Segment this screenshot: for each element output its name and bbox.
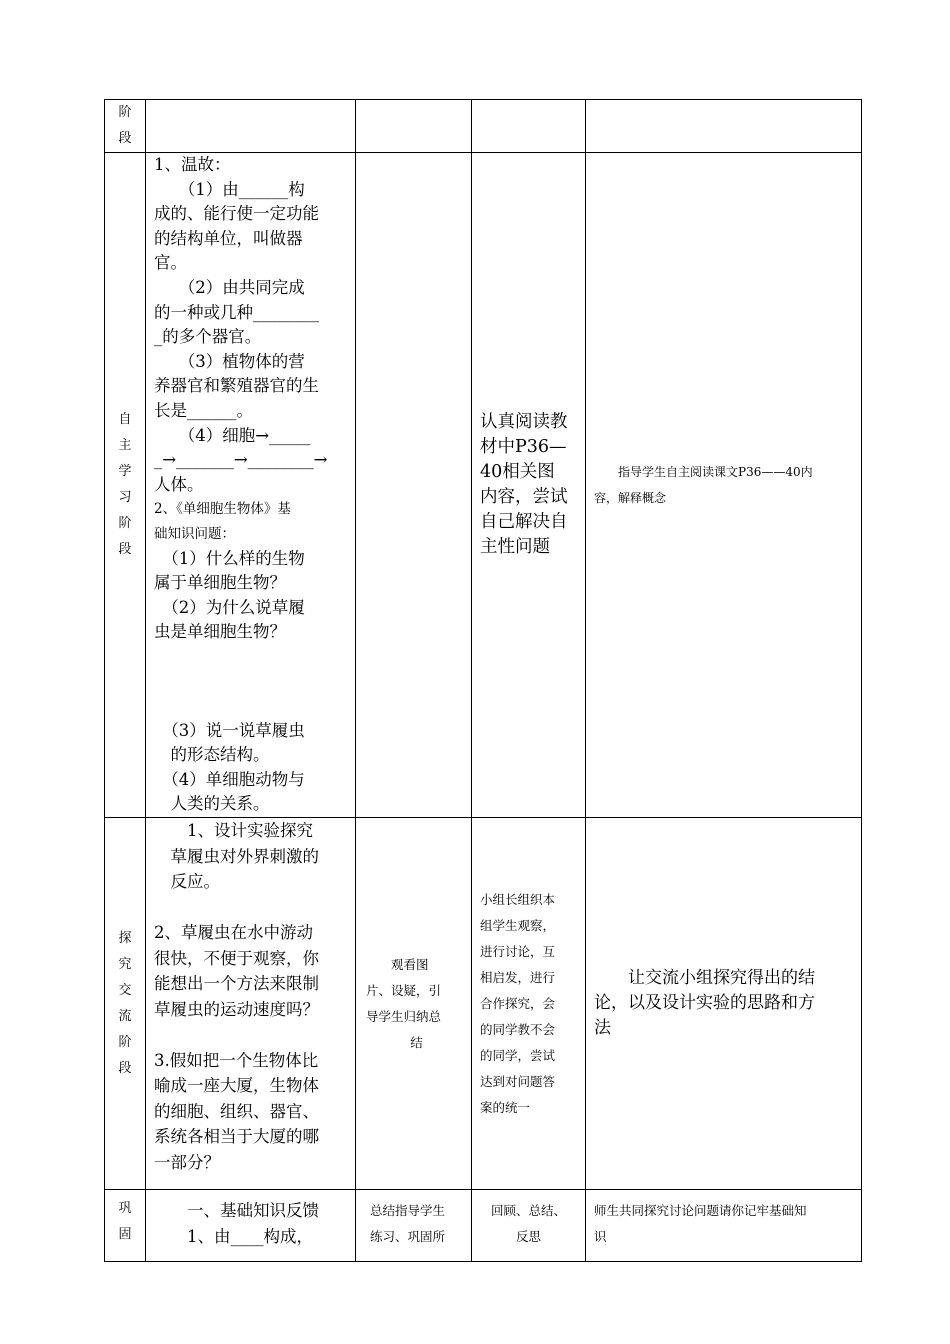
content-line: 让交流小组探究得出的结 [594, 968, 815, 989]
gonggu-stage-cell [105, 1190, 146, 1262]
gonggu-student-cell [472, 1190, 586, 1262]
empty-cell [586, 100, 862, 153]
empty-cell [472, 100, 586, 153]
content-line: （3）说一说草履虫 [154, 720, 305, 740]
content-line: 很快，不便于观察，你 [154, 948, 319, 968]
content-line: 3.假如把一个生物体比 [154, 1050, 319, 1070]
content-line: _的多个器官。 [154, 327, 262, 347]
stage-char: 学 [118, 464, 132, 480]
content-line: 自己解决自 [480, 512, 568, 533]
stage-header-row [105, 100, 862, 153]
stage-char: 阶 [118, 105, 132, 120]
content-line: 反思 [515, 1229, 541, 1245]
tanjiu-teacher-cell [356, 818, 472, 1190]
content-line: 的形态结构。 [154, 745, 270, 765]
empty-cell [146, 100, 356, 153]
zizhu-student-cell [472, 153, 586, 818]
content-line: （3）植物体的营 [154, 351, 305, 371]
content-line: 小组长组织本 [480, 891, 556, 907]
zizhu-row [105, 153, 862, 818]
content-line: （4）细胞→_____ [154, 425, 311, 445]
content-line: 法 [594, 1018, 611, 1039]
content-line: 主性问题 [480, 537, 550, 558]
content-line: 材中P36— [480, 437, 567, 458]
content-line: （1）由______构 [154, 179, 305, 199]
content-line: 一、基础知识反馈 [154, 1201, 319, 1221]
stage-char: 巩 [118, 1201, 132, 1217]
content-line: 2、《单细胞生物体》基 [154, 501, 291, 518]
gonggu-row [105, 1190, 862, 1262]
content-line: 合作探究，会 [480, 995, 556, 1011]
content-line [154, 895, 349, 921]
content-line: 组学生观察， [480, 917, 556, 933]
content-line: 能想出一个方法来限制 [154, 974, 319, 994]
content-line: 官。 [154, 253, 187, 273]
content-line: 草履虫的运动速度吗？ [154, 999, 319, 1019]
content-line: 认真阅读教 [480, 412, 568, 433]
content-line: 结 [410, 1034, 423, 1050]
stage-char: 段 [118, 542, 132, 558]
gonggu-content-cell [146, 1190, 356, 1262]
stage-char: 探 [118, 930, 132, 946]
content-line: 草履虫对外界刺激的 [154, 846, 319, 866]
content-line: 40相关图 [480, 462, 555, 483]
content-line: 观看图 [366, 956, 429, 972]
tanjiu-student-cell [472, 818, 586, 1190]
content-line: 1、设计实验探究 [154, 821, 313, 841]
content-line: 内容，尝试 [480, 487, 568, 508]
content-line: 一部分？ [154, 1152, 220, 1172]
content-line: （2）为什么说草履 [154, 597, 305, 617]
content-line: 容，解释概念 [594, 491, 667, 506]
stage-char: 习 [118, 490, 132, 506]
stage-char: 流 [118, 1008, 132, 1024]
stage-char: 阶 [118, 516, 132, 532]
content-line: 1、温故： [154, 155, 231, 174]
stage-char: 自 [118, 412, 132, 428]
stage-char: 固 [118, 1227, 132, 1243]
content-line: 练习、巩固所 [370, 1229, 446, 1245]
content-line: 反应。 [154, 872, 220, 892]
content-line: _→_______→________→ [154, 450, 328, 470]
content-line: 的同学，尝试 [480, 1047, 556, 1063]
stage-char: 阶 [118, 1034, 132, 1050]
gonggu-teacher-cell [356, 1190, 472, 1262]
content-line: （4）单细胞动物与 [154, 769, 305, 789]
content-line: 论，以及设计实验的思路和方 [594, 993, 815, 1014]
content-line [154, 645, 349, 670]
stage-char: 段 [118, 131, 132, 146]
content-line [154, 694, 349, 719]
content-line: 成的、能行使一定功能 [154, 204, 319, 224]
content-line: 回顾、总结、 [490, 1203, 566, 1219]
lesson-plan-table [104, 99, 862, 1262]
content-line: 师生共同探究讨论问题请你记牢基础知 [594, 1203, 807, 1219]
zizhu-stage-cell [105, 153, 146, 818]
zizhu-intent-cell [586, 153, 862, 818]
content-line: 养器官和繁殖器官的生 [154, 376, 319, 396]
content-line: 的结构单位，叫做器 [154, 228, 303, 248]
stage-char: 段 [118, 1060, 132, 1076]
empty-cell [356, 100, 472, 153]
content-line: 总结指导学生 [370, 1203, 446, 1219]
content-line: 2、草履虫在水中游动 [154, 923, 313, 943]
content-line: 的一种或几种________ [154, 302, 319, 322]
stage-char: 主 [118, 438, 132, 454]
content-line: 片、设疑，引 [366, 982, 442, 998]
zizhu-content-cell [146, 153, 356, 818]
content-line: 长是______。 [154, 400, 253, 420]
tanjiu-content-cell [146, 818, 356, 1190]
stage-char: 究 [118, 956, 132, 972]
content-line: 系统各相当于大厦的哪 [154, 1127, 319, 1147]
content-line: 进行讨论，互 [480, 943, 556, 959]
content-line: （2）由共同完成 [154, 277, 305, 297]
zizhu-teacher-cell [356, 153, 472, 818]
content-line: 识 [594, 1229, 607, 1245]
gonggu-intent-cell [586, 1190, 862, 1262]
content-line: 导学生归纳总 [366, 1008, 442, 1024]
content-line: 案的统一 [480, 1099, 531, 1115]
content-line: 喻成一座大厦，生物体 [154, 1076, 319, 1096]
stage-char: 交 [118, 982, 132, 998]
content-line [154, 1022, 349, 1048]
content-line: 达到对问题答 [480, 1073, 556, 1089]
content-line: 础知识问题： [154, 525, 235, 542]
stage-header-cell [105, 100, 146, 153]
content-line: 相启发，进行 [480, 969, 556, 985]
content-line: 指导学生自主阅读课文P36——40内 [594, 465, 813, 480]
content-line: 人体。 [154, 474, 204, 494]
content-line: （1）什么样的生物 [154, 548, 305, 568]
content-line: 属于单细胞生物？ [154, 573, 286, 593]
content-line [154, 669, 349, 694]
content-line: 虫是单细胞生物？ [154, 622, 286, 642]
content-line: 的同学教不会 [480, 1021, 556, 1037]
tanjiu-intent-cell [586, 818, 862, 1190]
tanjiu-row [105, 818, 862, 1190]
content-line: 人类的关系。 [154, 794, 270, 814]
content-line: 的细胞、组织、器官、 [154, 1101, 319, 1121]
content-line: 1、由____构成， [154, 1226, 313, 1246]
tanjiu-stage-cell [105, 818, 146, 1190]
